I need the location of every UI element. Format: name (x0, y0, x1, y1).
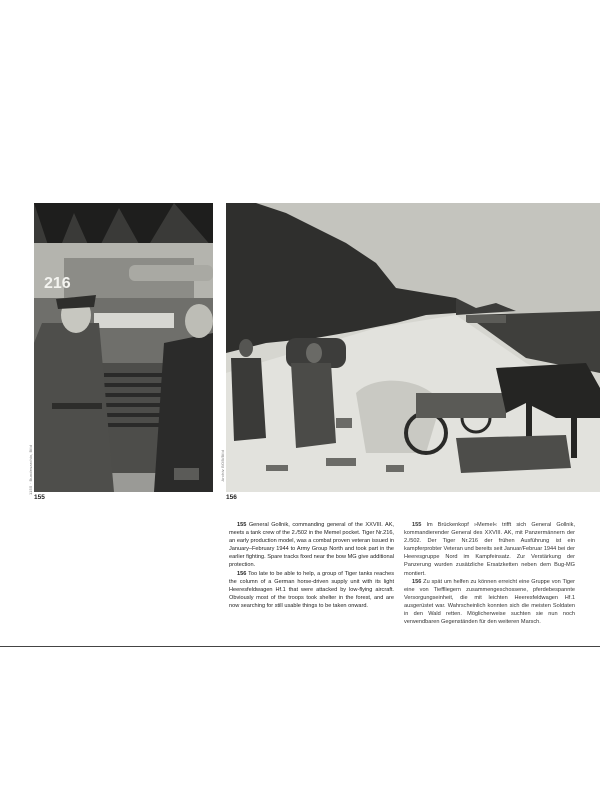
caption-155-english (229, 521, 394, 570)
caption-155-german (404, 521, 575, 578)
photo-156-credit: Archiv BOB/Bild (220, 450, 225, 482)
caption-number: 155 (412, 522, 422, 528)
caption-number: 156 (237, 570, 247, 577)
caption-text: Im Brückenkopf »Memel« trifft sich General Gollnik, kommandierender General des XXVIII. AK, mit Panzermännern der 2./502. Der Tiger Nr.216 der frühen Ausführung ist ein kampferprobter Veteran und bereits seit Januar/Februar 1944 bei der Heeresgruppe Nord im Kampfeinsatz. Zur Verstärkung der Panzerung wurden zusätzliche Ersatzketten neben dem Bug-MG montiert. (404, 522, 575, 577)
caption-156-english (229, 570, 394, 610)
photo-general-with-tiger-crew (34, 203, 213, 492)
photo-155-number: 155 (34, 494, 45, 501)
caption-156-german (404, 578, 575, 627)
caption-text: General Gollnik, commanding general of the XXVIII. AK, meets a tank crew of the 2./502 in the Memel pocket. Tiger Nr.216, an early production model, was a combat proven veteran issued in January–February 1944 to Army Group North and took part in the earlier fighting. Spare tracks fixed near the bow MG give additional protection. (229, 522, 394, 569)
photo-155-credit: 1155 · Bundesarchiv, Bild (28, 445, 33, 495)
page-bottom-rule (0, 646, 600, 647)
svg-text:216: 216 (44, 275, 71, 292)
photo-155-image (34, 203, 213, 492)
photo-156-image (226, 203, 600, 492)
caption-column-english (229, 521, 394, 610)
caption-column-german (404, 521, 575, 626)
photo-destroyed-supply-column (226, 203, 600, 492)
caption-number: 156 (412, 578, 422, 585)
caption-text: Zu spät um helfen zu können erreicht eine Gruppe von Tiger eine von Tieffliegern zusammengeschossene, pferdebespannte Versorgungseinheit, die mit leichten Heeresfeldwagen Hf.1 ausgerüstet war. Wahrscheinlich konnten sich die meisten Soldaten in den Wald retten. Möglicherweise suchten sie nun noch verwendbaren Gegenständen für den weiteren Marsch. (404, 578, 575, 626)
photo-156-number: 156 (226, 494, 237, 501)
caption-text: Too late to be able to help, a group of Tiger tanks reaches the column of a German horse-driven supply unit with its light Heeresfeldwagen Hf.1 that were attacked by low-flying aircraft. Obviously most of the troops took shelter in the forest, and are now searching for still usable things to be taken onward. (229, 570, 395, 609)
caption-number: 155 (237, 522, 247, 528)
